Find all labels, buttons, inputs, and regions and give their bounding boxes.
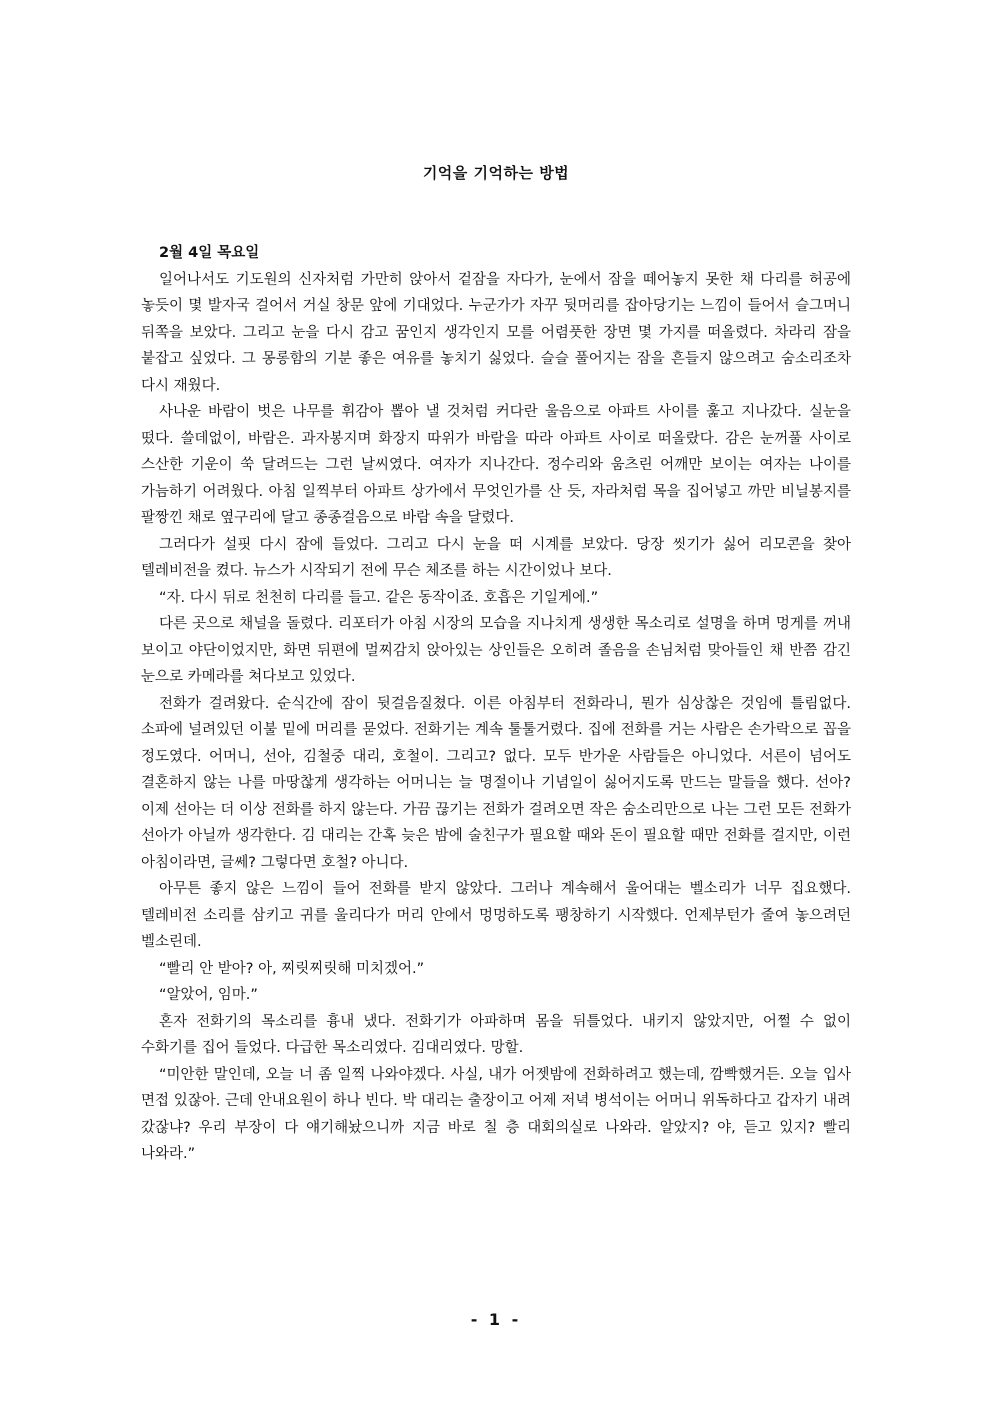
paragraph: 전화가 걸려왔다. 순식간에 잠이 뒷걸음질쳤다. 이른 아침부터 전화라니, 뭔가 심상찮은 것임에 틀림없다. 소파에 널려있던 이불 밑에 머리를 묻었다. 전화기는 계속 툴툴거렸다. 집에 전화를 거는 사람은 손가락으로 꼽을 정도였다. 어머니, 선아, 김철중 대리, 호철이. 그리고? 없다. 모두 반가운 사람들은 아니었다. 서른이 넘어도 결혼하지 않는 나를 마땅찮게 생각하는 어머니는 늘 명절이나 기념일이 싫어지도록 만드는 말들을 했다. 선아? 이제 선아는 더 이상 전화를 하지 않는다. 가끔 끊기는 전화가 걸려오면 작은 숨소리만으로 나는 그런 모든 전화가 선아가 아닐까 생각한다. 김 대리는 간혹 늦은 밤에 술친구가 필요할 때와 돈이 필요할 때만 전화를 걸지만, 이런 아침이라면, 글쎄? 그렇다면 호철? 아니다. [141,695,851,871]
page-number: - 1 - [470,1310,522,1329]
dialogue-line: “미안한 말인데, 오늘 너 좀 일찍 나와야겠다. 사실, 내가 어젯밤에 전화하려고 했는데, 깜빡했거든. 오늘 입사 면접 있잖아. 근데 안내요원이 하나 빈다. 박 대리는 출장이고 어제 저녁 병석이는 어머니 위독하다고 갑자기 내려 갔잖냐? 우리 부장이 다 얘기해놨으니까 지금 바로 칠 층 대회의실로 나와라. 알았지? 야, 듣고 있지? 빨리 나와라.” [141,1066,851,1162]
paragraph: 아무튼 좋지 않은 느낌이 들어 전화를 받지 않았다. 그러나 계속해서 울어대는 벨소리가 너무 집요했다. 텔레비전 소리를 삼키고 귀를 울리다가 머리 안에서 멍멍하도록 팽창하기 시작했다. 언제부턴가 줄여 놓으려던 벨소린데. [141,881,851,950]
paragraph: 다른 곳으로 채널을 돌렸다. 리포터가 아침 시장의 모습을 지나치게 생생한 목소리로 설명을 하며 멍게를 꺼내 보이고 야단이었지만, 화면 뒤편에 멀찌감치 앉아있는 상인들은 오히려 졸음을 손님처럼 맞아들인 채 반쯤 감긴 눈으로 카메라를 쳐다보고 있었다. [141,616,851,685]
date-heading: 2월 4일 목요일 [159,245,260,261]
paragraph: 일어나서도 기도원의 신자처럼 가만히 앉아서 겉잠을 자다가, 눈에서 잠을 떼어놓지 못한 채 다리를 허공에 놓듯이 몇 발자국 걸어서 거실 창문 앞에 기대었다. 누군가가 자꾸 뒷머리를 잡아당기는 느낌이 들어서 슬그머니 뒤쪽을 보았다. 그리고 눈을 다시 감고 꿈인지 생각인지 모를 어렴풋한 장면 몇 가지를 떠올렸다. 차라리 잠을 붙잡고 싶었다. 그 몽롱함의 기분 좋은 여유를 놓치기 싫었다. 슬슬 풀어지는 잠을 흔들지 않으려고 숨소리조차 다시 재웠다. [141,271,851,394]
paragraph: 그러다가 설핏 다시 잠에 들었다. 그리고 다시 눈을 떠 시계를 보았다. 당장 씻기가 싫어 리모콘을 찾아 텔레비전을 켰다. 뉴스가 시작되기 전에 무슨 체조를 하는 시간이었나 보다. [141,536,851,579]
dialogue-line: “알았어, 임마.” [159,987,258,1003]
paragraph: 사나운 바람이 벗은 나무를 휘감아 뽑아 낼 것처럼 커다란 울음으로 아파트 사이를 훑고 지나갔다. 실눈을 떴다. 쓸데없이, 바람은. 과자봉지며 화장지 따위가 바람을 따라 아파트 사이로 떠올랐다. 감은 눈꺼풀 사이로 스산한 기운이 쑥 달려드는 그런 날씨였다. 여자가 지나간다. 정수리와 움츠린 어깨만 보이는 여자는 나이를 가늠하기 어려웠다. 아침 일찍부터 아파트 상가에서 무엇인가를 산 듯, 자라처럼 목을 집어넣고 까만 비닐봉지를 팔짱낀 채로 옆구리에 달고 종종걸음으로 바람 속을 달렸다. [141,404,851,526]
document-title: 기억을 기억하는 방법 [422,164,570,182]
paragraph: 혼자 전화기의 목소리를 흉내 냈다. 전화기가 아파하며 몸을 뒤틀었다. 내키지 않았지만, 어쩔 수 없이 수화기를 집어 들었다. 다급한 목소리였다. 김대리였다. 망할. [141,1013,851,1056]
dialogue-line: “빨리 안 받아? 아, 찌릿찌릿해 미치겠어.” [159,960,425,977]
document-body [141,240,851,1168]
dialogue-line: “자. 다시 뒤로 천천히 다리를 들고. 같은 동작이죠. 호흡은 기일게에.” [159,589,599,606]
